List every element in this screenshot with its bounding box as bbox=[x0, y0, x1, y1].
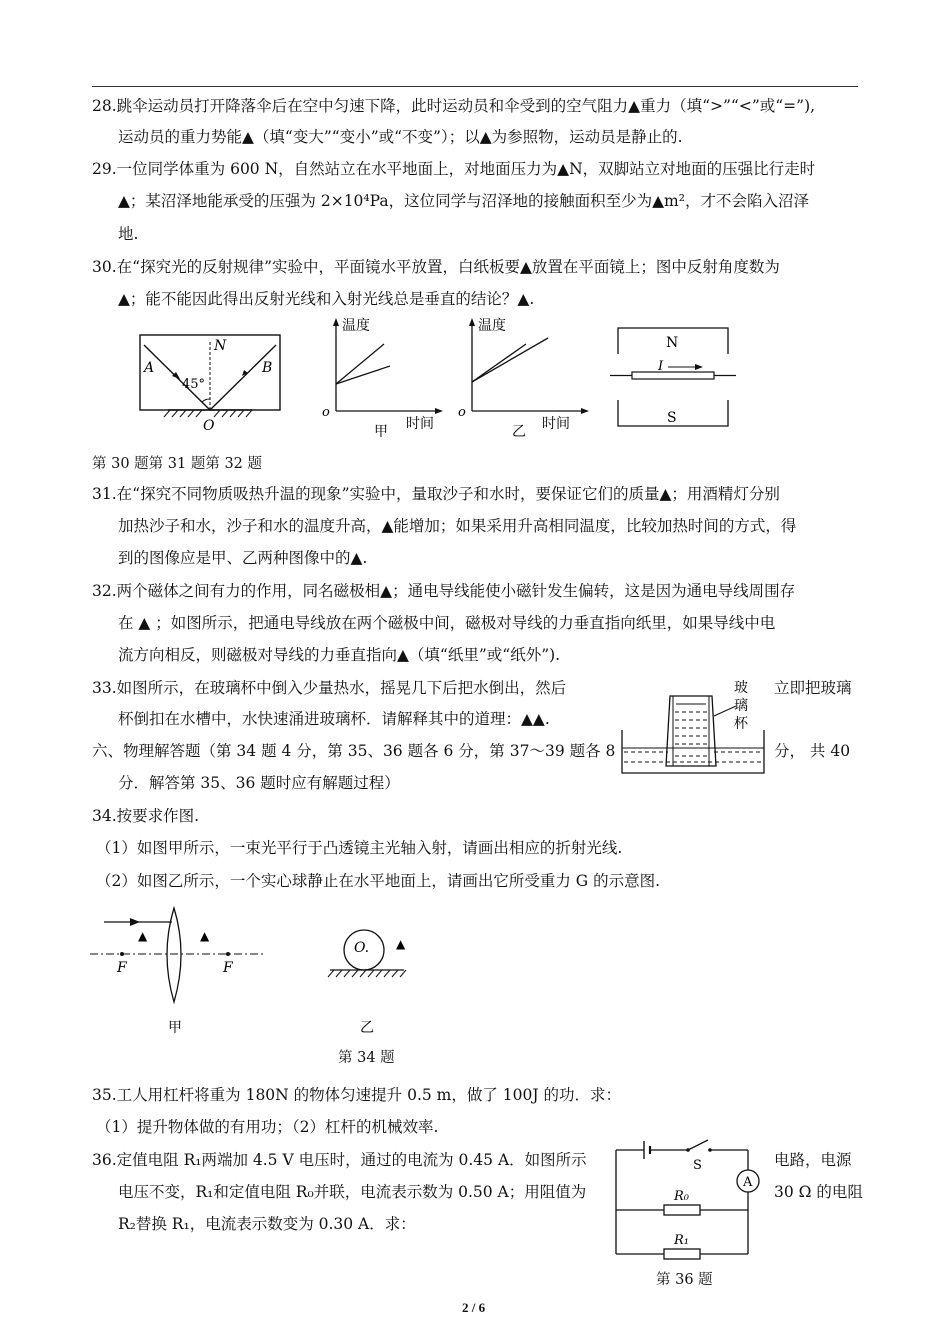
fig34-caption: 第 34 题 bbox=[338, 1050, 395, 1066]
header-rule bbox=[92, 86, 858, 87]
fig33-label-3: 杯 bbox=[734, 716, 748, 732]
q32-line2: 在 ▲ ；如图所示，把通电导线放在两个磁极中间，磁极对导线的力垂直指向纸里，如果导线中电 bbox=[118, 614, 776, 632]
q33-line2: 杯倒扣在水槽中，水快速涌进玻璃杯．请解释其中的道理：▲▲. bbox=[118, 710, 550, 728]
fig31-yi-name: 乙 bbox=[512, 424, 526, 438]
fig34-yi-name: 乙 bbox=[360, 1020, 374, 1036]
fig36-ammeter-label: A bbox=[743, 1175, 753, 1190]
fig34-tri-ball: ▲ bbox=[396, 937, 406, 951]
fig30-label-B: B bbox=[262, 360, 273, 376]
fig34-jia-lens-diagram bbox=[88, 902, 268, 1037]
fig31-yi-xlabel: 时间 bbox=[542, 416, 570, 432]
q36-line1a: 36.定值电阻 R₁两端加 4.5 V 电压时，通过的电流为 0.45 A．如图所示 bbox=[92, 1151, 587, 1169]
q32-line3: 流方向相反，则磁极对导线的力垂直指向▲（填“纸里”或“纸外”). bbox=[118, 646, 561, 664]
q32-line1: 32.两个磁体之间有力的作用，同名磁极相▲；通电导线能使小磁针发生偏转，这是因为通电导线周围存 bbox=[92, 582, 796, 600]
q34-part1: （1）如图甲所示，一束光平行于凸透镜主光轴入射，请画出相应的折射光线. bbox=[96, 839, 623, 857]
q35-line1: 35.工人用杠杆将重为 180N 的物体匀速提升 0.5 m，做了 100J 的功．求： bbox=[92, 1086, 622, 1104]
fig33-label-1: 玻 bbox=[734, 680, 748, 696]
q31-line3: 到的图像应是甲、乙两种图像中的▲. bbox=[118, 549, 368, 567]
sec6-line2: 分．解答第 35、36 题时应有解题过程） bbox=[118, 774, 400, 792]
fig31-yi-graph bbox=[456, 316, 596, 438]
sec6-line1b: 分， 共 40 bbox=[774, 742, 851, 760]
q30-line2: ▲；能不能因此得出反射光线和入射光线总是垂直的结论？▲. bbox=[118, 290, 535, 308]
fig34-jia-name: 甲 bbox=[168, 1020, 182, 1036]
fig33-label-2: 璃 bbox=[734, 698, 748, 714]
fig33-glass-diagram bbox=[618, 676, 768, 776]
fig36-caption: 第 36 题 bbox=[656, 1272, 713, 1288]
captions-30-32: 第 30 题第 31 题第 32 题 bbox=[92, 456, 263, 472]
fig32-label-S: S bbox=[667, 410, 677, 426]
sec6-line1a: 六、物理解答题（第 34 题 4 分，第 35、36 题各 6 分，第 37～39 题各 8 bbox=[92, 742, 616, 760]
q36-line1b: 电路，电源 bbox=[774, 1151, 852, 1169]
fig36-label-R0: R₀ bbox=[674, 1189, 689, 1204]
fig31-jia-xlabel: 时间 bbox=[406, 416, 434, 432]
fig30-angle: 45° bbox=[182, 377, 206, 392]
fig32-magnet-diagram bbox=[608, 320, 738, 432]
q36-line3: R₂替换 R₁，电流表示数变为 0.30 A．求： bbox=[118, 1215, 416, 1233]
q30-line1: 30.在“探究光的反射规律”实验中，平面镜水平放置，白纸板要▲放置在平面镜上；图中反射角度数为 bbox=[92, 258, 780, 276]
fig36-circuit-diagram bbox=[608, 1138, 768, 1288]
fig32-label-N: N bbox=[666, 335, 679, 351]
fig34-label-F1: F bbox=[117, 960, 127, 976]
fig36-label-R1: R₁ bbox=[674, 1233, 689, 1248]
q31-line1: 31.在“探究不同物质吸热升温的现象”实验中，量取沙子和水时，要保证它们的质量▲；用酒精灯分别 bbox=[92, 485, 780, 503]
q29-line2: ▲；某沼泽地能承受的压强为 2×10⁴Pa，这位同学与沼泽地的接触面积至少为▲m²，才不会陷入沼泽 bbox=[118, 192, 809, 210]
fig30-label-A: A bbox=[144, 360, 155, 376]
q29-line1: 29.一位同学体重为 600 N，自然站立在水平地面上，对地面压力为▲N，双脚站立对地面的压强比行走时 bbox=[92, 160, 816, 178]
fig34-ball-label: O. bbox=[354, 940, 370, 956]
fig32-label-I: I bbox=[658, 359, 664, 374]
q33-line1b: 立即把玻璃 bbox=[774, 679, 852, 697]
fig34-yi-ball-diagram bbox=[322, 922, 422, 1037]
fig34-label-F2: F bbox=[223, 960, 233, 976]
fig31-jia-origin: o bbox=[322, 405, 330, 420]
fig30-reflection-diagram bbox=[130, 330, 290, 435]
fig36-label-S: S bbox=[693, 1158, 702, 1173]
q34-title: 34.按要求作图. bbox=[92, 807, 200, 825]
q36-line2a: 电压不变，R₁和定值电阻 R₀并联，电流表示数为 0.50 A；用阻值为 bbox=[118, 1183, 587, 1201]
q28-line2: 运动员的重力势能▲（填“变大”“变小”或“不变”）；以▲为参照物，运动员是静止的. bbox=[118, 128, 683, 146]
fig31-yi-origin: o bbox=[458, 405, 466, 420]
q36-line2b: 30 Ω 的电阻 bbox=[774, 1183, 863, 1201]
page-number: 2 / 6 bbox=[462, 1300, 486, 1315]
q28-line1: 28.跳伞运动员打开降落伞后在空中匀速下降，此时运动员和伞受到的空气阻力▲重力（填“>”“<”或“=”), bbox=[92, 97, 816, 115]
q29-line3: 地. bbox=[118, 225, 139, 243]
fig31-yi-ylabel: 温度 bbox=[478, 318, 506, 334]
fig31-jia-name: 甲 bbox=[374, 424, 388, 438]
fig31-jia-ylabel: 温度 bbox=[342, 318, 370, 334]
fig30-label-N: N bbox=[214, 338, 227, 354]
fig30-label-O: O bbox=[203, 418, 215, 434]
fig31-jia-graph bbox=[318, 316, 448, 438]
q35-line2: （1）提升物体做的有用功；（2）杠杆的机械效率. bbox=[96, 1118, 439, 1136]
q34-part2: （2）如图乙所示，一个实心球静止在水平地面上，请画出它所受重力 G 的示意图. bbox=[96, 872, 661, 890]
q33-line1a: 33.如图所示，在玻璃杯中倒入少量热水，摇晃几下后把水倒出，然后 bbox=[92, 679, 567, 697]
fig34-tri-left: ▲ bbox=[138, 929, 148, 943]
q31-line2: 加热沙子和水，沙子和水的温度升高，▲能增加；如果采用升高相同温度，比较加热时间的方式，得 bbox=[118, 517, 797, 535]
fig34-tri-right: ▲ bbox=[200, 929, 210, 943]
